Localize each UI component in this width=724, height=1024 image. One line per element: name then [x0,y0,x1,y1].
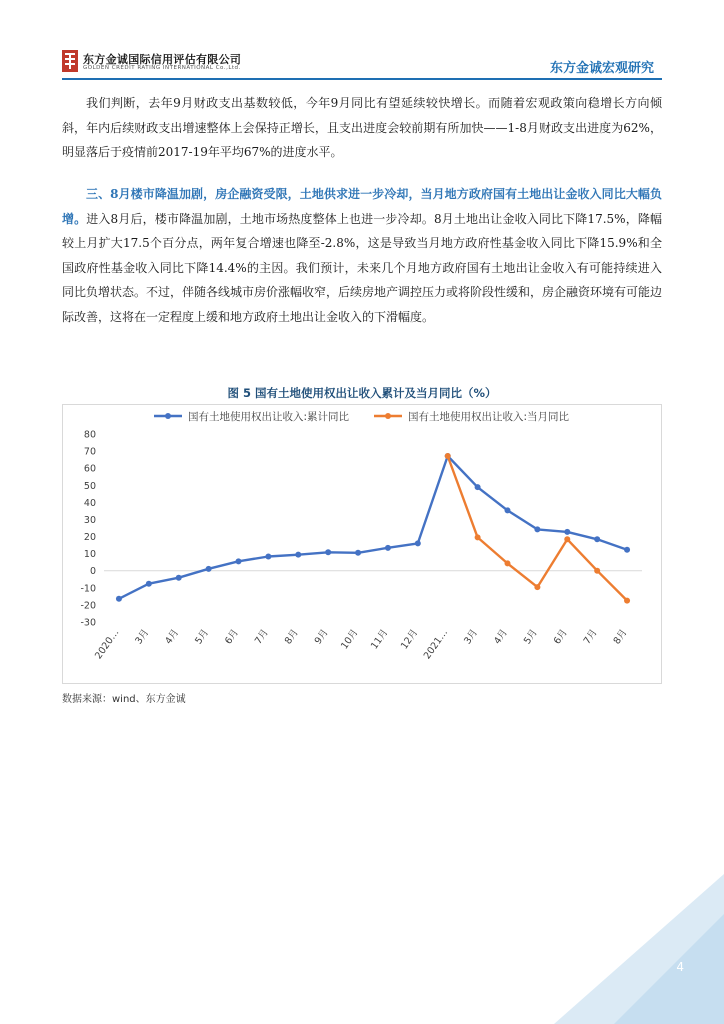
series-0-point [176,575,182,581]
paragraph-land-body: 进入8月后，楼市降温加剧，土地市场热度整体上也进一步冷却。8月土地出让金收入同比下降17.5%，降幅较上月扩大17.5个百分点，两年复合增速也降至-2.8%，这是导致当月地方政府性基金收入同比下降15.9%和全国政府性基金收入同比下降14.4%的主因。我们预计，未来几个月地方政府国有土地出让金收入有可能持续进入同比负增状态。不过，伴随各线城市房价涨幅收窄，后续房地产调控压力或将阶段性缓和，房企融资环境有可能边际改善，这将在一定程度上缓和地方政府土地出让金收入的下滑幅度。 [62,211,663,324]
series-1-point [505,560,511,566]
figure-title: 图 5 国有土地使用权出让收入累计及当月同比（%） [227,386,497,400]
series-0-point [505,507,511,513]
chart-source-note: 数据来源：wind、东方金诚 [62,694,186,705]
series-0-point [146,581,152,587]
page-number: 4 [676,960,684,974]
section-heading-land: 三、8月楼市降温加剧，房企融资受限，土地供求进一步冷却，当月地方政府国有土地出让金收入同比大幅负增。 [62,187,662,226]
series-1-point [475,534,481,540]
series-1-point [564,536,570,542]
x-tick-label: 6月 [223,627,241,647]
x-tick-label: 6月 [551,627,570,647]
x-tick-label: 8月 [611,627,630,647]
y-tick-label: -30 [80,617,96,629]
y-tick-label: 10 [83,549,96,561]
company-logo-icon [62,50,78,72]
series-0-point [265,554,271,560]
series-0-point [355,550,361,556]
report-series-title: 东方金诚宏观研究 [549,61,654,76]
series-1-point [445,453,451,459]
series-0-point [385,545,391,551]
y-tick-label: 70 [83,446,96,458]
legend-label: 国有土地使用权出让收入:当月同比 [408,411,570,423]
y-tick-label: 30 [83,514,96,526]
x-tick-label: 5月 [193,627,212,647]
x-tick-label: 5月 [521,627,540,647]
series-0-point [236,558,242,564]
x-tick-label: 3月 [133,627,152,647]
x-tick-label: 4月 [492,627,510,647]
series-0-point [534,526,540,532]
x-tick-label: 7月 [252,627,271,647]
series-1-point [594,568,600,574]
paragraph-fiscal-spending: 我们判断，去年9月财政支出基数较低，今年9月同比有望延续较快增长。而随着宏观政策向稳增长方向倾斜，年内后续财政支出增速整体上会保持正增长，且支出进度会较前期有所加快——1-8月财政支出进度为62%，明显落后于疫情前2017-19年平均67%的进度水平。 [62,96,662,159]
y-tick-label: 80 [83,429,96,441]
legend-swatch-marker [385,413,391,419]
y-tick-label: 50 [83,480,96,492]
y-tick-label: 20 [83,532,96,544]
legend-swatch-marker [165,413,171,419]
paragraph-land-sales [62,182,662,329]
series-0-point [475,484,481,490]
x-tick-label: 10月 [339,627,361,652]
series-0-point [206,566,212,572]
series-0-point [594,536,600,542]
land-revenue-line-chart [62,404,662,684]
header-divider [62,78,662,80]
series-1-point [534,584,540,590]
series-0-point [325,549,331,555]
x-tick-label: 2021… [421,627,451,662]
y-tick-label: -20 [80,600,96,612]
corner-decoration [554,874,724,1024]
legend-label: 国有土地使用权出让收入:累计同比 [188,411,350,423]
x-tick-label: 11月 [369,627,391,652]
series-1-point [624,598,630,604]
series-0-point [624,547,630,553]
x-tick-label: 3月 [462,627,481,647]
series-0-point [415,540,421,546]
x-tick-label: 9月 [312,627,331,647]
series-0-point [295,552,301,558]
y-tick-label: -10 [80,583,96,595]
company-name-en: GOLDEN CREDIT RATING INTERNATIONAL Co.,Ltd. [83,65,241,71]
y-tick-label: 60 [83,463,96,475]
series-0-point [116,596,122,602]
series-0-point [564,529,570,535]
x-tick-label: 12月 [398,627,421,652]
x-tick-label: 4月 [163,627,182,647]
y-tick-label: 40 [83,497,96,509]
y-tick-label: 0 [89,566,96,578]
company-name-cn: 东方金诚国际信用评估有限公司 [83,53,242,66]
x-tick-label: 7月 [581,627,600,647]
x-tick-label: 2020… [93,627,122,662]
x-tick-label: 8月 [282,627,301,647]
